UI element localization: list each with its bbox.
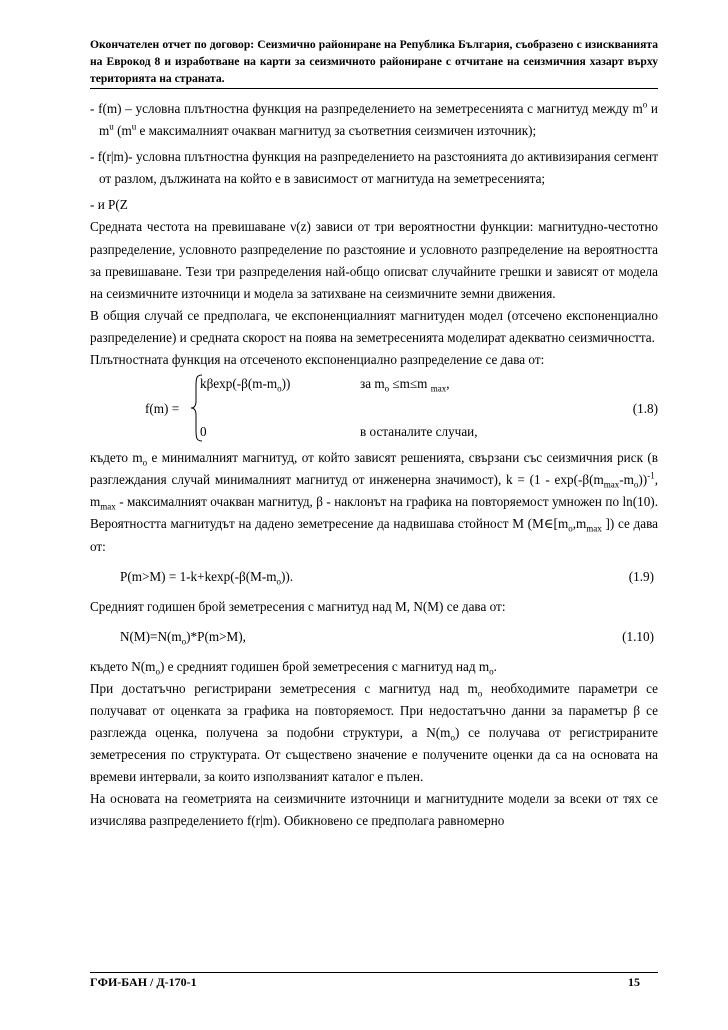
header-divider <box>90 88 658 89</box>
formula-1-8-case1-expr: $k\beta\exp(-\beta(m-m_o))$ <box>200 376 291 394</box>
report-header: Окончателен отчет по договор: Сеизмично райониране на Република България, съобразено с изискванията на Еврокод 8 и изработване на карти за сеизмичното райониране с отчитане на сеизмичния хазарт върху територията на страната. <box>90 38 658 85</box>
paragraph-conditional-probability: - и P(Z <box>90 197 128 213</box>
formula-1-10-number: (1.10) <box>622 628 654 644</box>
paragraph-annual-number: Средният годишен брой земетресения с магнитуд над M, N(M) се дава от: <box>90 598 506 614</box>
document-code: ГФИ-БАН / Д-170-1 <box>90 975 197 989</box>
document-body <box>90 98 658 832</box>
formula-1-9-expr: $P(m>M) = 1-k+kexp(-\beta(M-m_o))$. <box>120 568 294 587</box>
paragraph-exponential-model: В общия случай се предполага, че експоненциалният магнитуден модел (отсечено експоненциално разпределение) и средната скорост на поява на земетресенията моделират адекватно сеизмичността. <box>90 307 658 345</box>
paragraph-nmo-definition: където $N(m_o)$ е средният годишен брой земетресения с магнитуд над $m_o$. <box>90 658 497 677</box>
formula-1-9-number: (1.9) <box>628 568 654 584</box>
page-number: 15 <box>628 975 640 989</box>
formula-1-10-expr: $N(M)=N(m_o)*P(m>M)$, <box>120 628 246 647</box>
paragraph-density-intro: Плътностната функция на отсеченото експоненциално разпределение се дава от: <box>90 352 545 368</box>
footer-divider <box>90 972 658 973</box>
paragraph-parameter-estimation: При достатъчно регистрирани земетресения с магнитуд над $m_o$ необходимите параметри се получават от оценката за графика на повторяемост. При недостатъчно данни за параметър β се разглежда оценка, получена за подобни структури, а $N(m_o)$ се получава от регистрираните земетресения по структурата. От съществено значение е получените оценки да са на основата на времеви интервали, за които използваният каталог е пълен. <box>90 680 658 785</box>
definition-frm: - f(r|m)- условна плътностна функция на разпределението на разстоянията до активизирания сегмент от разлом, дължината на който е в зависимост от магнитуда на земетресенията; <box>90 149 658 187</box>
formula-1-8-case2-expr: 0 <box>200 424 207 440</box>
paragraph-exceedance-frequency: Средната честота на превишаване ν(z) зависи от три вероятностни функции: магнитудно-честотно разпределение, условното разпределение по разстояние и условното разпределение на вероятността за превишаване. Тези три разпределения най-общо описват случайните грешки и зависят от модела на сеизмичните източници и модела за затихване на сеизмичните земни движения. <box>90 219 658 301</box>
formula-1-8-case1-condition: за $m_o \le m\le m$ $_{max}$, <box>360 376 450 394</box>
paragraph-parameters: където $m_o$ е минималният магнитуд, от който зависят решенията, свързани със сеизмичния риск (в разглеждания случай минималният магнитуд от инженерна значимост), $k = (1 - \exp(-\beta(m_{max}-m_o))^{-1}$, $m_{max}$ - максималният очакван магнитуд, β - наклонът на графика на повторяемост умножен по ln(10). Вероятността магнитудът на дадено земетресение да надвишава стойност M ($M\in[m_o,m_{max}$ ]) се дава от: <box>90 450 658 554</box>
formula-1-8 <box>90 371 658 447</box>
paragraph-distance-distribution: На основата на геометрията на сеизмичните източници и магнитудните модели за всеки от тях се изчислява разпределението f(r|m). Обикновено се предполага равномерно <box>90 791 658 829</box>
definition-fm: - f(m) – условна плътностна функция на разпределението на земетресенията с магнитуд между $m^o$ и $m^u$ ($m^u$ е максималният очакван магнитуд за съответния сеизмичен източник); <box>90 99 658 139</box>
formula-1-10 <box>90 618 658 656</box>
formula-1-8-lhs: f(m) = <box>145 401 180 417</box>
formula-1-9 <box>90 558 658 596</box>
formula-1-8-number: (1.8) <box>632 401 658 417</box>
formula-1-8-case2-condition: в останалите случаи, <box>360 424 478 440</box>
